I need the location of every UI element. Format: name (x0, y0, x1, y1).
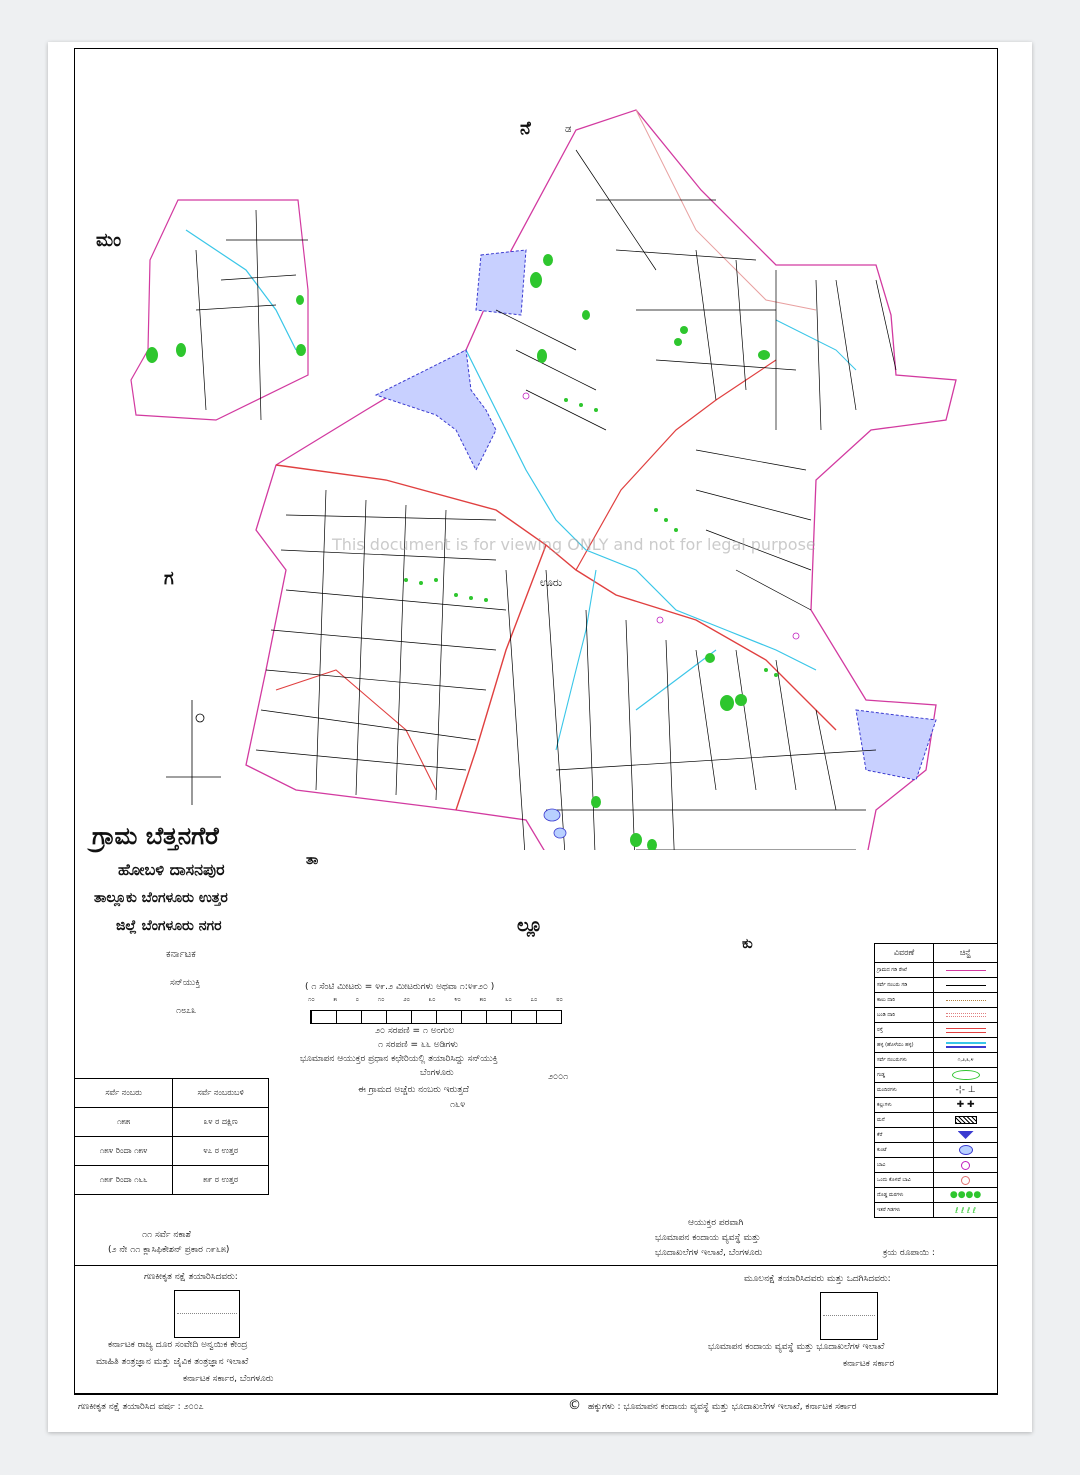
road (456, 545, 546, 810)
tank (376, 350, 496, 470)
legend-label: ಕಾಲು ದಾರಿ (875, 993, 934, 1008)
well (657, 617, 663, 623)
legend-row (875, 1203, 998, 1218)
scale-tick: ೪೦ (454, 996, 461, 1003)
hobli-title: ಹೋಬಳಿ ದಾಸನಪುರ (118, 860, 225, 879)
legend-row (875, 1038, 998, 1053)
stream (186, 230, 296, 350)
legend-label: ಕೆರೆ (875, 1128, 934, 1143)
legend-label: ಸರ್ವೆ ನಂಬರು ಗಡಿ (875, 978, 934, 993)
survey-cell: ೫೯ ರ ಉತ್ತರ (173, 1166, 269, 1195)
legend-row (875, 1113, 998, 1128)
legend-symbol (934, 1008, 998, 1023)
legend-row (875, 1098, 998, 1113)
legend-label: ಹಳ್ಳ (ಹೊಳೆಯು ಹಳ್ಳ) (875, 1038, 934, 1053)
road (636, 110, 816, 310)
legend-row (875, 1068, 998, 1083)
scale-ratio: ( ೧ ಸೆಂಟಿ ಮೀಟರು = ೪೯.೨ ಮೀಟರುಗಳು ಅಥವಾ ೧:೪೯೨೦ ) (305, 982, 495, 992)
seal-box-right (820, 1292, 878, 1340)
legend-symbol (934, 1023, 998, 1038)
legend-row (875, 1143, 998, 1158)
legend-table (874, 943, 998, 1218)
digitized-year: ಗಣಕೀಕೃತ ನಕ್ಷೆ ತಯಾರಿಸಿದ ವರ್ಷ : ೨೦೦೭ (78, 1402, 204, 1412)
scale-tick: ೭೦ (530, 996, 538, 1003)
legend-label: ರಸ್ತೆ (875, 1023, 934, 1038)
scale-line-8: ೧೬೪ (450, 1100, 466, 1110)
scale-tick: ೫೦ (479, 996, 487, 1003)
survey-table-header: ಸರ್ವೆ ನಂಬರು (75, 1079, 173, 1108)
legend-label: ಮನೆ (875, 1113, 934, 1128)
scale-tick: ೧೦ (308, 996, 315, 1003)
scale-line-5: ಬೆಂಗಳೂರು (420, 1068, 454, 1078)
legend-row (875, 993, 998, 1008)
scale-tick: ೫ (333, 996, 337, 1003)
legend-row (875, 1053, 998, 1068)
scale-line-4: ಭೂಮಾಪನ ಆಯುಕ್ತರ ಪ್ರಧಾನ ಕಛೇರಿಯಲ್ಲಿ ತಯಾರಿಸಿದ್ದು ಸನ್‌ಯುಕ್ತಿ (300, 1054, 498, 1064)
legend-symbol (934, 1173, 998, 1188)
left-agency-2: ಮಾಹಿತಿ ತಂತ್ರಜ್ಞಾನ ಮತ್ತು ಜೈವಿಕ ತಂತ್ರಜ್ಞಾನ ಇಲಾಖೆ (96, 1357, 249, 1367)
legend-symbol (934, 1113, 998, 1128)
survey-cell: ೧೫೪ ರಿಂದಾ ೧೫೪ (75, 1137, 173, 1166)
north-letter-2: ಡ (565, 124, 572, 135)
pond (544, 809, 560, 821)
scale-line-6: ೨೦೦೧ (548, 1072, 569, 1082)
legend-label: ಮಂದಿರಗಳು (875, 1083, 934, 1098)
legend-label: ಸರ್ವೆ ನಂಬರುಗಳು (875, 1053, 934, 1068)
legend-symbol (934, 1143, 998, 1158)
legend-symbol (934, 1038, 998, 1053)
tank (856, 710, 936, 780)
survey-cell: ೩೪ ರ ದಕ್ಷಿಣ (173, 1108, 269, 1137)
pond (554, 828, 566, 838)
village-title: ಗ್ರಾಮ ಬೆತ್ತನಗೆರೆ (92, 822, 219, 850)
legend-label: ಗುಡ್ಡ (875, 1068, 934, 1083)
legend-symbol (934, 993, 998, 1008)
approval-2: ಭೂಮಾಪನ ಕಂದಾಯ ವ್ಯವಸ್ಥೆ ಮತ್ತು (655, 1233, 761, 1243)
village-label: ಊರು (540, 576, 563, 589)
taluk-title: ತಾಲ್ಲೂಕು ಬೆಂಗಳೂರು ಉತ್ತರ (94, 890, 228, 906)
state-label: ಕರ್ನಾಟಕ (166, 949, 196, 960)
left-agency-1: ಕರ್ನಾಟಕ ರಾಜ್ಯ ದೂರ ಸಂವೇದಿ ಅನ್ವಯಿಕ ಕೇಂದ್ರ (108, 1340, 248, 1350)
scale-tick: ೩೦ (428, 996, 436, 1003)
legend-symbol: ೧,೨,೩,೪ (934, 1053, 998, 1068)
table-row (75, 1137, 269, 1166)
legend-label: ಇತರೆ ಗಿಡಗಳು (875, 1203, 934, 1218)
copyright-text: ಹಕ್ಕುಗಳು : ಭೂಮಾಪನ ಕಂದಾಯ ವ್ಯವಸ್ಥೆ ಮತ್ತು ಭೂದಾಖಲೆಗಳ ಇಲಾಖೆ, ಕರ್ನಾಟಕ ಸರ್ಕಾರ (588, 1402, 857, 1412)
approval-3: ಭೂದಾಖಲೆಗಳ ಇಲಾಖೆ, ಬೆಂಗಳೂರು (655, 1248, 763, 1258)
table-row (75, 1166, 269, 1195)
legend-row (875, 1083, 998, 1098)
survey-table (74, 1078, 269, 1195)
survey-table-header: ಸರ್ವೆ ನಂಬರುಬಳಿ (173, 1079, 269, 1108)
stream (776, 320, 856, 370)
legend-label: ದೊಡ್ಡ ಮರಗಳು (875, 1188, 934, 1203)
legend-symbol (934, 963, 998, 978)
tank (476, 250, 526, 315)
west-parcel-boundary (131, 200, 308, 420)
legend-symbol (934, 978, 998, 993)
scale-line-7: ಈ ಗ್ರಾಮದ ಅಚ್ಚೆರು ನಂಬರು ಇರುತ್ತದೆ (358, 1085, 469, 1095)
legend-row (875, 1158, 998, 1173)
scale-ticks (308, 996, 563, 1004)
legend-label: ಬಾವಿ (875, 1158, 934, 1173)
footer-divider (74, 1394, 998, 1395)
map-code: ೧೮೭೩ (176, 1006, 197, 1016)
approval-1: ಆಯುಕ್ತರ ಪರವಾಗಿ (688, 1218, 744, 1228)
south-letter-2: ಕು (742, 936, 753, 952)
left-agency-3: ಕರ್ನಾಟಕ ಸರ್ಕಾರ, ಬೆಂಗಳೂರು (183, 1374, 274, 1384)
legend-header: ವಿವರಣೆ (875, 944, 934, 963)
survey-note-2: (೨ ನೇ ೧೧ ಕ್ಲಾಸಿಫಿಕೇಶನ್ ಪ್ರಕಾರ ೧೯೬೫) (108, 1245, 230, 1255)
legend-label: ಕಲ್ಲುಗಳು (875, 1098, 934, 1113)
footer-divider (74, 1265, 998, 1266)
survey-cell: ೧೫೫ (75, 1108, 173, 1137)
road (276, 670, 436, 790)
legend-symbol (934, 1068, 998, 1083)
district-title: ಜಿಲ್ಲೆ ಬೆಂಗಳೂರು ನಗರ (116, 918, 222, 934)
legend-row (875, 1188, 998, 1203)
legend-row (875, 1173, 998, 1188)
scale-tick: ೧೦ (377, 996, 385, 1003)
legend-label: ಒಂದು ಕೊಳವೆ ಬಾವಿ (875, 1173, 934, 1188)
legend-label: ಗ್ರಾಮದ ಗಡಿ ರೇಖೆ (875, 963, 934, 978)
scale-bar (310, 1010, 562, 1024)
west-letter-2: ಗ (164, 568, 174, 589)
legend-row (875, 978, 998, 993)
legend-row (875, 1008, 998, 1023)
stream (466, 350, 816, 670)
north-arrow (166, 700, 221, 805)
legend-symbol (934, 1158, 998, 1173)
scale-tick: ೬೦ (505, 996, 512, 1003)
survey-cell: ೧೫೯ ರಿಂದಾ ೧೬೬ (75, 1166, 173, 1195)
copyright-icon: © (568, 1398, 581, 1413)
legend-symbol: ●●●● (934, 1188, 998, 1203)
south-letter-3: ತಾ (306, 852, 319, 868)
sanyuktha-label: ಸನ್‌ಯುಕ್ತಿ (170, 978, 201, 988)
scale-tick: ೦ (355, 996, 359, 1003)
right-agency-2: ಕರ್ನಾಟಕ ಸರ್ಕಾರ (843, 1359, 895, 1369)
legend-symbol (934, 1128, 998, 1143)
left-header: ಗಣಕೀಕೃತ ನಕ್ಷೆ ತಯಾರಿಸಿದವರು: (144, 1272, 238, 1282)
survey-note: ೧೧ ಸರ್ವೆ ನಕಾಶೆ (142, 1230, 191, 1240)
north-letter: ನೆ (520, 118, 531, 139)
legend-symbol: ℓ ℓ ℓ ℓ (934, 1203, 998, 1218)
seal-box-left (174, 1290, 240, 1338)
table-row (75, 1108, 269, 1137)
village-map (76, 50, 996, 850)
legend-symbol: -¦- ⊥ (934, 1083, 998, 1098)
scale-tick: ೮೦ (556, 996, 563, 1003)
village-boundary (246, 110, 956, 850)
scale-line-3: ೧ ಸರಪಣಿ = ೬೬ ಅಡಿಗಳು (378, 1040, 459, 1050)
scale-line-2: ೨೦ ಸರಪಣಿ = ೧ ಅಂಗುಲ (375, 1026, 455, 1036)
legend-label: ಬಂಡಿ ದಾರಿ (875, 1008, 934, 1023)
legend-label: ಕುಂಟೆ (875, 1143, 934, 1158)
well (793, 633, 799, 639)
stream (636, 650, 716, 710)
right-agency-1: ಭೂಮಾಪನ ಕಂದಾಯ ವ್ಯವಸ್ಥೆ ಮತ್ತು ಭೂದಾಖಲೆಗಳ ಇಲಾಖೆ (708, 1342, 885, 1352)
legend-row (875, 1023, 998, 1038)
watermark: This document is for viewing ONLY and not for legal purpose (332, 535, 816, 554)
legend-symbol: ✚ ✚ (934, 1098, 998, 1113)
well (523, 393, 529, 399)
scale-tick: ೨೦ (403, 996, 410, 1003)
legend-row (875, 963, 998, 978)
survey-cell: ೪೭ ರ ಉತ್ತರ (173, 1137, 269, 1166)
south-letter: ಲ್ಲೂ (517, 915, 543, 936)
price-label: ಕ್ರಯ ರೂಪಾಯಿ : (883, 1248, 935, 1258)
legend-header: ಚಿನ್ಹೆ (934, 944, 998, 963)
legend-row (875, 1128, 998, 1143)
west-letter: ಮಂ (96, 230, 122, 251)
right-header: ಮೂಲನಕ್ಷೆ ತಯಾರಿಸಿದವರು ಮತ್ತು ಒದಗಿಸಿದವರು: (744, 1274, 891, 1284)
